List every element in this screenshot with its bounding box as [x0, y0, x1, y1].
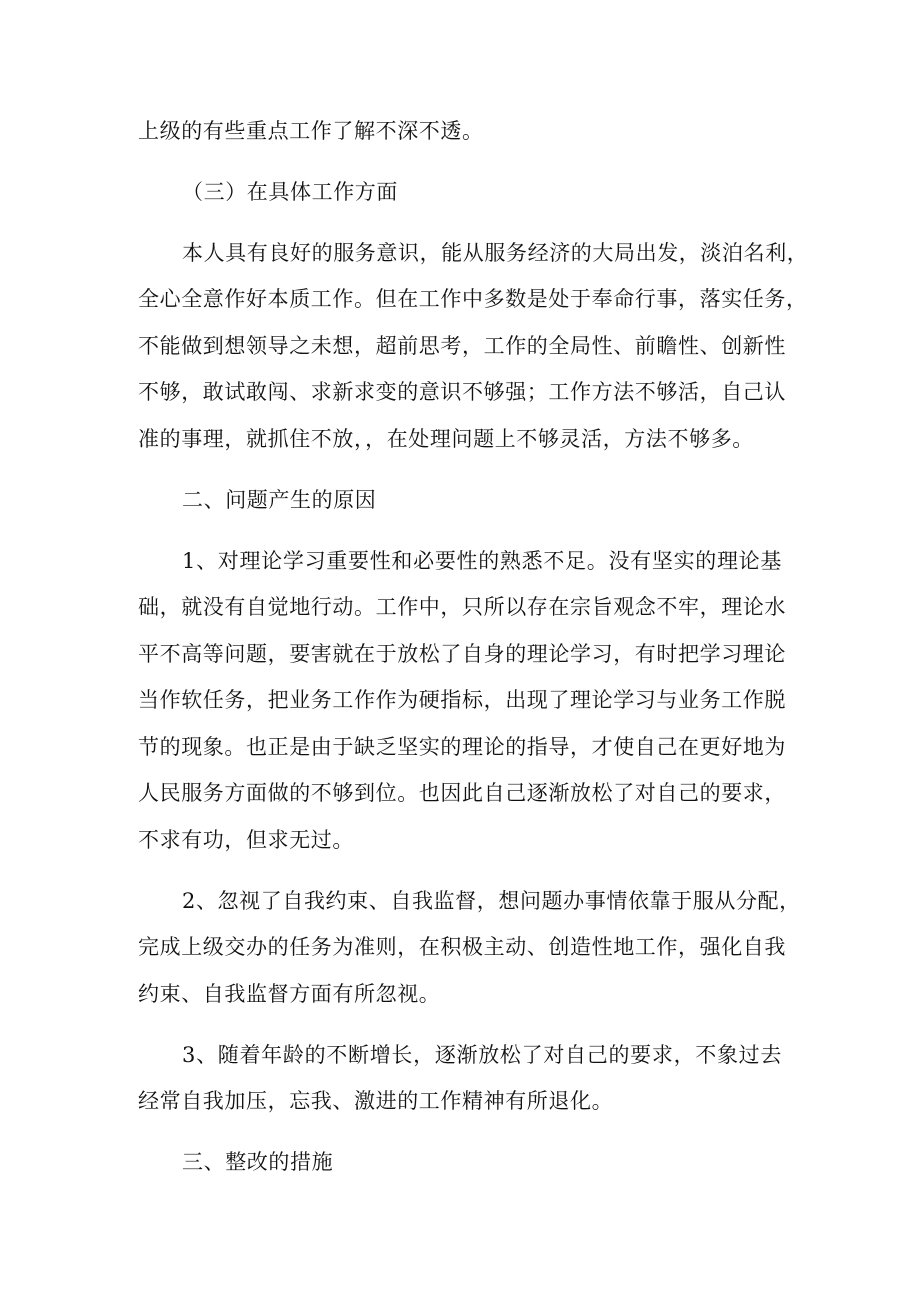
- paragraph-line: 不能做到想领导之未想，超前思考，工作的全局性、前瞻性、创新性: [138, 334, 786, 358]
- paragraph-line: 节的现象。也正是由于缺乏坚实的理论的指导，才使自己在更好地为: [138, 735, 786, 759]
- paragraph-line: 1、对理论学习重要性和必要性的熟悉不足。没有坚实的理论基: [182, 549, 782, 573]
- paragraph-line: 全心全意作好本质工作。但在工作中多数是处于奉命行事，落实任务，: [138, 287, 808, 311]
- paragraph-line: 上级的有些重点工作了解不深不透。: [138, 119, 484, 143]
- paragraph-line: 完成上级交办的任务为准则，在积极主动、创造性地工作，强化自我: [138, 935, 786, 959]
- paragraph-line: 2、忽视了自我约束、自我监督，想问题办事情依靠于服从分配，: [182, 889, 801, 913]
- paragraph-line: 平不高等问题，要害就在于放松了自身的理论学习，有时把学习理论: [138, 642, 786, 666]
- paragraph-line: 当作软任务，把业务工作作为硬指标，出现了理论学习与业务工作脱: [138, 688, 786, 712]
- paragraph-line: 准的事理，就抓住不放，，在处理问题上不够灵活，方法不够多。: [138, 427, 754, 451]
- paragraph-line: 经常自我加压，忘我、激进的工作精神有所退化。: [138, 1089, 614, 1113]
- paragraph-line: 不够，敢试敢闯、求新求变的意识不够强；工作方法不够活，自己认: [138, 380, 786, 404]
- paragraph-line: 不求有功，但求无过。: [138, 828, 354, 852]
- section-heading: （三）在具体工作方面: [182, 180, 398, 204]
- paragraph-line: 本人具有良好的服务意识，能从服务经济的大局出发，淡泊名利，: [182, 241, 809, 265]
- section-heading: 二、问题产生的原因: [182, 488, 377, 512]
- paragraph-line: 约束、自我监督方面有所忽视。: [138, 982, 441, 1006]
- paragraph-line: 础，就没有自觉地行动。工作中，只所以存在宗旨观念不牢，理论水: [138, 595, 786, 619]
- paragraph-line: 3、随着年龄的不断增长，逐渐放松了对自己的要求，不象过去: [182, 1043, 782, 1067]
- paragraph-line: 人民服务方面做的不够到位。也因此自己逐渐放松了对自己的要求，: [138, 781, 786, 805]
- section-heading: 三、整改的措施: [182, 1150, 334, 1174]
